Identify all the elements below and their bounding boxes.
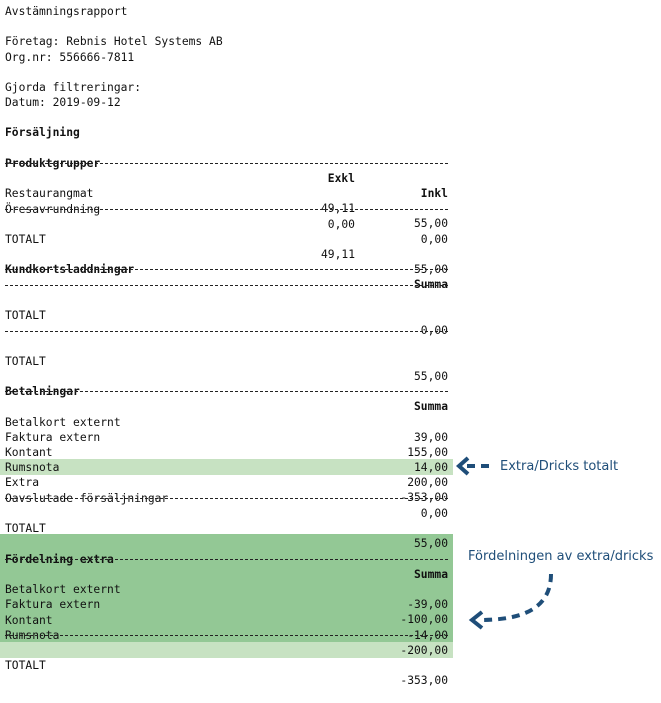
- cards-heading: Kundkortsladdningar: [5, 263, 135, 276]
- row-label: Kontant: [5, 614, 53, 627]
- arrow-distribution: [472, 574, 551, 628]
- row-value: 0,00: [420, 507, 448, 520]
- payments-col-sum: Summa: [413, 400, 448, 413]
- distribution-heading: Fördelning extra: [5, 553, 114, 566]
- filters-line: Gjorda filtreringar:: [5, 81, 142, 94]
- row-label: Oavslutade försäljningar: [5, 492, 169, 505]
- row-value: -14,00: [407, 629, 448, 642]
- total-value: 55,00: [413, 537, 448, 550]
- row-value: -200,00: [400, 644, 448, 657]
- row-label: Restaurangmat: [5, 187, 94, 200]
- total-inkl: 55,00: [413, 263, 448, 276]
- payments-heading: Betalningar: [5, 385, 80, 398]
- annotation-extra-total: Extra/Dricks totalt: [500, 459, 619, 474]
- row-exkl: 0,00: [327, 218, 355, 231]
- row-label: Betalkort externt: [5, 416, 121, 429]
- row-inkl: 55,00: [413, 217, 448, 230]
- company-line: Företag: Rebnis Hotel Systems AB: [5, 35, 223, 48]
- row-label: Rumsnota: [5, 629, 60, 642]
- row-value: -39,00: [407, 598, 448, 611]
- sales-col-inkl: Inkl: [420, 187, 448, 200]
- total-value: 0,00: [420, 324, 448, 337]
- row-exkl: 49,11: [320, 202, 355, 215]
- orgnr-line: Org.nr: 556666-7811: [5, 51, 135, 64]
- row-label: Öresavrundning: [5, 203, 101, 216]
- row-label: Faktura extern: [5, 598, 101, 611]
- total-label: TOTALT: [5, 522, 46, 535]
- row-value: 14,00: [413, 461, 448, 474]
- row-value: 39,00: [413, 431, 448, 444]
- total-value: 55,00: [413, 370, 448, 383]
- sales-col-product-groups: Produktgrupper: [5, 157, 101, 170]
- sales-col-exkl: Exkl: [327, 172, 355, 185]
- date-line: Datum: 2019-09-12: [5, 96, 121, 109]
- cards-col-sum: Summa: [413, 278, 448, 291]
- row-label: Extra: [5, 476, 40, 489]
- distribution-col-sum: Summa: [413, 568, 448, 581]
- total-value: -353,00: [400, 674, 448, 687]
- total-label: TOTALT: [5, 355, 46, 368]
- total-exkl: 49,11: [320, 248, 355, 261]
- total-label: TOTALT: [5, 659, 46, 672]
- row-label: Faktura extern: [5, 431, 101, 444]
- row-value: -100,00: [400, 613, 448, 626]
- row-value: 155,00: [407, 446, 448, 459]
- total-label: TOTALT: [5, 233, 46, 246]
- report-title: Avstämningsrapport: [5, 5, 128, 18]
- sales-heading: Försäljning: [5, 126, 80, 139]
- annotation-distribution: Fördelningen av extra/dricks: [468, 549, 654, 564]
- row-label: Betalkort externt: [5, 583, 121, 596]
- arrow-extra-total: [459, 458, 489, 474]
- row-value: 200,00: [407, 476, 448, 489]
- row-label: Kontant: [5, 446, 53, 459]
- row-inkl: 0,00: [420, 233, 448, 246]
- row-value: -353,00: [400, 491, 448, 504]
- total-label: TOTALT: [5, 309, 46, 322]
- row-label: Rumsnota: [5, 461, 60, 474]
